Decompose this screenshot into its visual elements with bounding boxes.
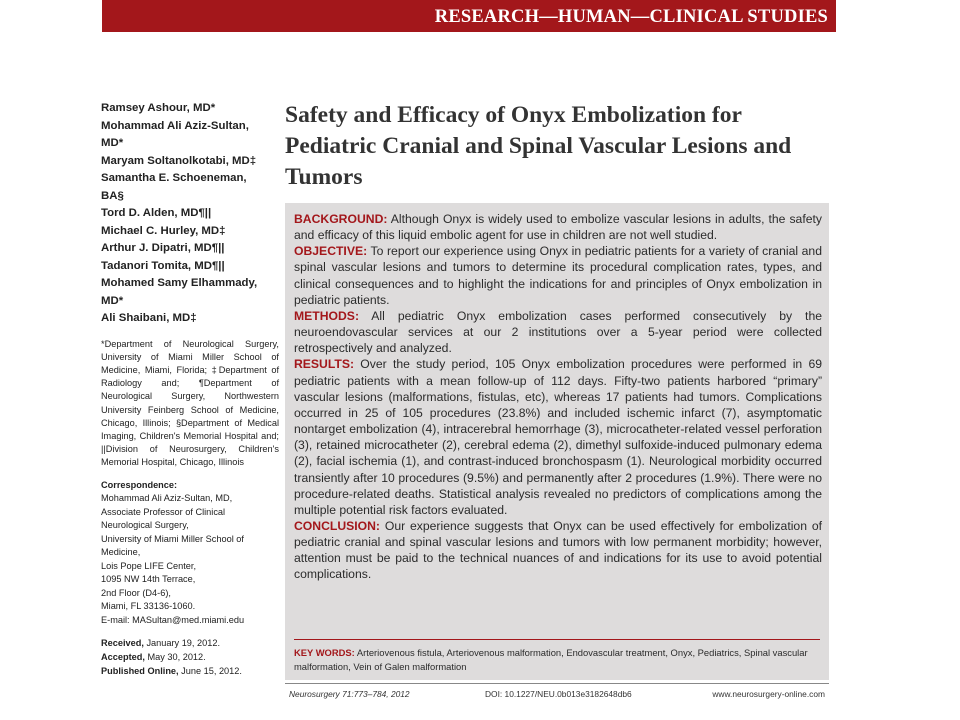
received-value: January 19, 2012.: [143, 638, 221, 649]
correspondence-line: Medicine,: [101, 547, 141, 558]
correspondence-line: 1095 NW 14th Terrace,: [101, 574, 196, 585]
published-date: [101, 665, 279, 679]
author-line: Michael C. Hurley, MD‡: [101, 224, 226, 237]
keywords-label: KEY WORDS:: [294, 647, 355, 658]
footer-divider: [285, 683, 829, 684]
abstract-methods: [294, 308, 822, 356]
correspondence-block: [101, 479, 279, 628]
correspondence-heading: Correspondence:: [101, 479, 178, 490]
correspondence-line: 2nd Floor (D4-6),: [101, 587, 171, 598]
background-label: BACKGROUND:: [294, 212, 388, 226]
abstract-results: [294, 356, 822, 518]
objective-text: To report our experience using Onyx in pediatric patients for a variety of cranial and spinal vascular lesions and tumors to determine its procedural complication rates, types, and clinical consequences and to highlight the indications for and principles of Onyx embolization in pediatric patients.: [294, 244, 822, 307]
author-line: Samantha E. Schoeneman,: [101, 172, 247, 184]
received-date: [101, 637, 279, 651]
author-line: Tord D. Alden, MD¶||: [101, 207, 212, 219]
correspondence-email: E-mail: MASultan@med.miami.edu: [101, 614, 245, 625]
author-line: Ali Shaibani, MD‡: [101, 312, 197, 324]
author-line: MD*: [101, 294, 124, 307]
author-line: BA§: [101, 189, 124, 202]
correspondence-line: Associate Professor of Clinical: [101, 506, 226, 517]
author-line: Arthur J. Dipatri, MD¶||: [101, 242, 225, 254]
journal-citation: Neurosurgery 71:773–784, 2012: [289, 689, 410, 699]
accepted-date: [101, 651, 279, 665]
author-line: MD*: [101, 137, 124, 149]
publication-dates: [101, 637, 279, 678]
correspondence-line: University of Miami Miller School of: [101, 533, 244, 544]
author-line: Mohamed Samy Elhammady,: [101, 277, 258, 289]
correspondence-line: Mohammad Ali Aziz-Sultan, MD,: [101, 493, 233, 504]
methods-label: METHODS:: [294, 308, 359, 323]
received-label: Received,: [101, 638, 144, 649]
conclusion-label: CONCLUSION:: [294, 518, 380, 533]
section-banner: [102, 0, 836, 32]
published-value: June 15, 2012.: [178, 665, 242, 676]
abstract-conclusion: [294, 518, 822, 583]
abstract-background: [294, 211, 822, 243]
correspondence-line: Miami, FL 33136-1060.: [101, 601, 196, 612]
author-sidebar: [101, 100, 279, 678]
correspondence-line: Lois Pope LIFE Center,: [101, 560, 196, 571]
abstract-text: [294, 211, 822, 583]
accepted-label: Accepted,: [101, 651, 145, 662]
background-text: Although Onyx is widely used to embolize vascular lesions in adults, the safety and efficacy of this liquid embolic agent for use in children are not well studied.: [294, 212, 822, 243]
journal-website-link[interactable]: www.neurosurgery-online.com: [712, 689, 825, 699]
author-line: Ramsey Ashour, MD*: [101, 102, 216, 114]
conclusion-text: Our experience suggests that Onyx can be used effectively for embolization of pediatric cranial and spinal vascular lesions and tumors with low permanent morbidity; however, attention must be paid to the technical nuances of and indications for its use to avoid potential complications.: [294, 518, 822, 582]
published-label: Published Online,: [101, 665, 179, 676]
keywords: [294, 646, 822, 673]
results-text: Over the study period, 105 Onyx embolization procedures were performed in 69 pediatric patients with a mean follow-up of 112 days. Fifty-two patients harbored “primary” vascular lesions (malformations, fistulas, etc), whereas 17 patients had tumors. Complications occurred in 25 of 105 procedures (23.8%) and included ischemic infarct (7), asymptomatic nontarget embolization (4), intracerebral hemorrhage (3), microcatheter-related vessel perforation (3), retained microcatheter (2), cerebral edema (2), dimethyl sulfoxide-induced pulmonary edema (2), facial ischemia (1), and contrast-induced bronchospasm (1). Neurological morbidity occurred transiently after 10 procedures (9.5%) and permanently after 2 procedures (1.9%). There were no procedure-related deaths. Statistical analysis revealed no predictors of complications among the multiple potential risk factors evaluated.: [294, 357, 822, 517]
author-line: Maryam Soltanolkotabi, MD‡: [101, 154, 257, 167]
abstract-box: [285, 203, 829, 680]
methods-text: All pediatric Onyx embolization cases performed consecutively by the neuroendovascular services at our 2 institutions over a 5-year period were collected retrospectively and analyzed.: [294, 308, 822, 356]
results-label: RESULTS:: [294, 357, 355, 372]
accepted-value: May 30, 2012.: [144, 651, 206, 662]
abstract-objective: [294, 243, 822, 308]
section-banner-label: RESEARCH—HUMAN—CLINICAL STUDIES: [434, 7, 828, 27]
article-title: Safety and Efficacy of Onyx Embolization for Pediatric Cranial and Spinal Vascular Lesions and Tumors: [285, 102, 792, 190]
author-list: [101, 100, 279, 328]
doi: DOI: 10.1227/NEU.0b013e3182648db6: [485, 689, 632, 699]
author-line: Tadanori Tomita, MD¶||: [101, 259, 225, 272]
objective-label: OBJECTIVE:: [294, 244, 368, 259]
affiliations: *Department of Neurological Surgery, University of Miami Miller School of Medicine, Miami, Florida; ‡Department of Radiology and; ¶Department of Neurological Surgery, Northwestern University Feinberg School of Medicine, Chicago, Illinois; §Department of Medical Imaging, Children's Memorial Hospital and; ||Division of Neurosurgery, Children's Memorial Hospital, Chicago, Illinois: [101, 338, 279, 468]
author-line: Mohammad Ali Aziz-Sultan,: [101, 119, 249, 132]
correspondence-line: Neurological Surgery,: [101, 520, 189, 531]
keywords-divider: [294, 639, 820, 640]
keywords-text: Arteriovenous fistula, Arteriovenous malformation, Endovascular treatment, Onyx, Pediatrics, Spinal vascular malformation, Vein of Galen malformation: [294, 647, 808, 672]
